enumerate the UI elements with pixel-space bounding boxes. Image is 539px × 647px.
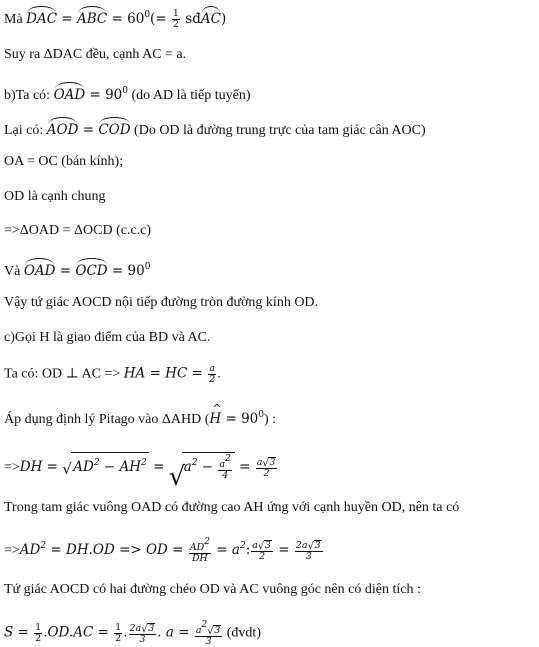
text: Mà	[4, 12, 27, 27]
line-5: OA = OC (bán kính);	[4, 154, 124, 169]
math-text: DH =	[19, 459, 63, 475]
radical-sign: √	[207, 626, 214, 637]
math-text: a	[183, 459, 192, 475]
fraction-half	[34, 623, 42, 644]
math-text: a	[219, 459, 226, 470]
line-14: Trong tam giác vuông OAD có đường cao AH ứng với cạnh huyền OD, nên ta có	[4, 500, 460, 515]
sqrt-a2-minus-a2-4	[168, 452, 235, 492]
text: (=	[150, 11, 171, 27]
radicand: 3	[148, 622, 155, 634]
radical-sign: √	[62, 460, 72, 478]
line-9: Vậy tứ giác AOCD nội tiếp đường tròn đường kính OD.	[4, 295, 319, 310]
line-7: =>ΔOAD = ΔOCD (c.c.c)	[4, 223, 152, 238]
line-2: Suy ra ΔDAC đều, cạnh AC = a.	[4, 47, 187, 62]
math-text: a	[252, 539, 258, 551]
superscript: 2	[141, 458, 147, 468]
radicand: 3	[214, 625, 221, 636]
superscript: 0	[258, 410, 264, 420]
superscript: 2	[191, 458, 198, 468]
fraction-result	[256, 457, 278, 479]
numerator	[256, 457, 278, 469]
arc-cod: COD	[98, 118, 130, 139]
text: )	[220, 11, 227, 27]
math-text: AD	[73, 459, 94, 475]
text: b)Ta có:	[4, 88, 54, 103]
superscript: 2	[93, 458, 100, 468]
superscript: 2	[40, 541, 47, 551]
math-text: AH	[119, 459, 142, 475]
text: = 90	[221, 411, 259, 427]
math-text: .OD.AC =	[43, 624, 114, 641]
numerator: 1	[35, 622, 42, 633]
numerator	[218, 454, 231, 471]
line-15	[4, 537, 324, 564]
text: −	[197, 459, 218, 475]
superscript: 2	[239, 541, 246, 551]
denominator: 2	[259, 550, 266, 562]
denominator: 3	[305, 550, 312, 562]
line-17	[4, 620, 261, 647]
line-12	[4, 406, 276, 429]
sqrt-3	[141, 623, 155, 634]
arc-ocd: OCD	[75, 259, 107, 280]
arc-oad: OAD	[24, 259, 56, 280]
line-6: OD là cạnh chung	[4, 189, 106, 204]
denominator: DH	[191, 553, 208, 565]
text: (đvdt)	[223, 625, 261, 641]
math-text: a	[195, 625, 202, 636]
radicand: 3	[269, 456, 276, 468]
text: =	[148, 459, 169, 475]
sqrt-3	[262, 457, 276, 468]
math-text: HA = HC =	[123, 365, 208, 382]
denominator: 3	[205, 636, 212, 647]
text: =	[234, 459, 255, 475]
superscript: 0	[144, 10, 151, 20]
text: :	[245, 542, 251, 558]
text: −	[99, 459, 120, 475]
text: =	[273, 542, 294, 558]
text: =>	[4, 543, 20, 558]
denominator: 2	[115, 633, 122, 644]
math-text: . a =	[157, 624, 194, 641]
text: Lại có:	[4, 123, 47, 138]
text: = 90	[107, 263, 145, 279]
fraction-result	[195, 620, 222, 647]
text: Và	[4, 264, 24, 279]
fraction	[129, 623, 157, 645]
math-text: S =	[4, 624, 34, 641]
text: = 60	[107, 11, 145, 27]
text: (do AD là tiếp tuyến)	[128, 88, 251, 103]
superscript: 0	[122, 86, 129, 96]
text: = 90	[85, 87, 123, 103]
radicand	[182, 452, 235, 481]
denominator: 2	[263, 467, 270, 479]
fraction-result	[295, 540, 323, 562]
fraction-a-over-2	[208, 364, 216, 385]
radical-sign: √	[257, 540, 265, 552]
radicand: 3	[264, 539, 271, 551]
radicand	[71, 452, 148, 476]
numerator: 1	[115, 622, 122, 633]
sqrt-3	[308, 540, 322, 551]
line-10: c)Gọi H là giao điểm của BD và AC.	[4, 330, 211, 345]
math-text: 2a	[295, 539, 308, 551]
math-text: AD	[189, 542, 205, 554]
fraction-half	[114, 623, 122, 644]
line-11	[4, 364, 221, 385]
denominator: 2	[172, 19, 179, 31]
denominator: 4	[222, 470, 229, 481]
arc-aod: AOD	[47, 118, 79, 139]
text: =>	[4, 460, 20, 475]
arc-oad: OAD	[54, 83, 86, 104]
numerator: 1	[172, 8, 179, 20]
line-16: Tứ giác AOCD có hai đường chéo OD và AC vuông góc nên có diện tích :	[4, 582, 421, 597]
superscript: 2	[225, 454, 231, 464]
fraction	[218, 454, 231, 481]
radical-sign: √	[141, 623, 148, 635]
text: =	[55, 263, 76, 279]
denominator: 2	[35, 633, 42, 644]
numerator: a	[209, 363, 216, 374]
numerator	[195, 620, 222, 637]
text: ) :	[263, 412, 277, 427]
line-1	[4, 6, 226, 30]
line-13	[4, 452, 278, 492]
text: Ta có: OD ⊥ AC =>	[4, 366, 124, 382]
radical-sign: √	[262, 457, 269, 469]
superscript: 2	[204, 537, 210, 548]
text: (Do OD là đường trung trực của tam giác cân AOC)	[130, 123, 426, 138]
radical-sign: √	[307, 540, 314, 552]
sqrt-ad-ah	[62, 452, 148, 476]
denominator: 2	[209, 374, 216, 385]
denominator: 3	[139, 633, 146, 645]
numerator	[251, 540, 273, 552]
fraction	[251, 540, 273, 562]
line-8	[4, 258, 150, 281]
math-text: a	[256, 456, 263, 468]
text: =	[78, 122, 99, 138]
fraction-half	[172, 9, 180, 30]
arc-abc: ABC	[77, 7, 107, 28]
math-text: = DH.OD => OD =	[46, 542, 188, 558]
angle-h: ^ H	[209, 410, 221, 428]
superscript: 2	[201, 620, 208, 630]
text: sđ	[180, 11, 201, 27]
numerator	[295, 540, 323, 552]
sqrt-3	[258, 540, 272, 551]
arc-ac: AC	[201, 7, 221, 28]
text: Áp dụng định lý Pitago vào ΔAHD (	[4, 412, 210, 427]
math-text: AD	[19, 542, 41, 558]
fraction-ad2-over-dh	[189, 537, 211, 564]
line-4	[4, 118, 426, 140]
superscript: 0	[144, 262, 151, 272]
numerator	[189, 537, 211, 554]
math-text: = a	[212, 542, 240, 558]
radical-sign: √	[168, 462, 186, 492]
radicand: 3	[314, 539, 321, 551]
text: .	[123, 624, 128, 641]
line-3	[4, 82, 251, 105]
sqrt-3	[207, 625, 221, 636]
math-text: 2a	[129, 622, 142, 634]
arc-dac: DAC	[26, 7, 57, 28]
text: =	[57, 11, 77, 27]
text: .	[217, 366, 221, 382]
numerator	[129, 623, 157, 635]
